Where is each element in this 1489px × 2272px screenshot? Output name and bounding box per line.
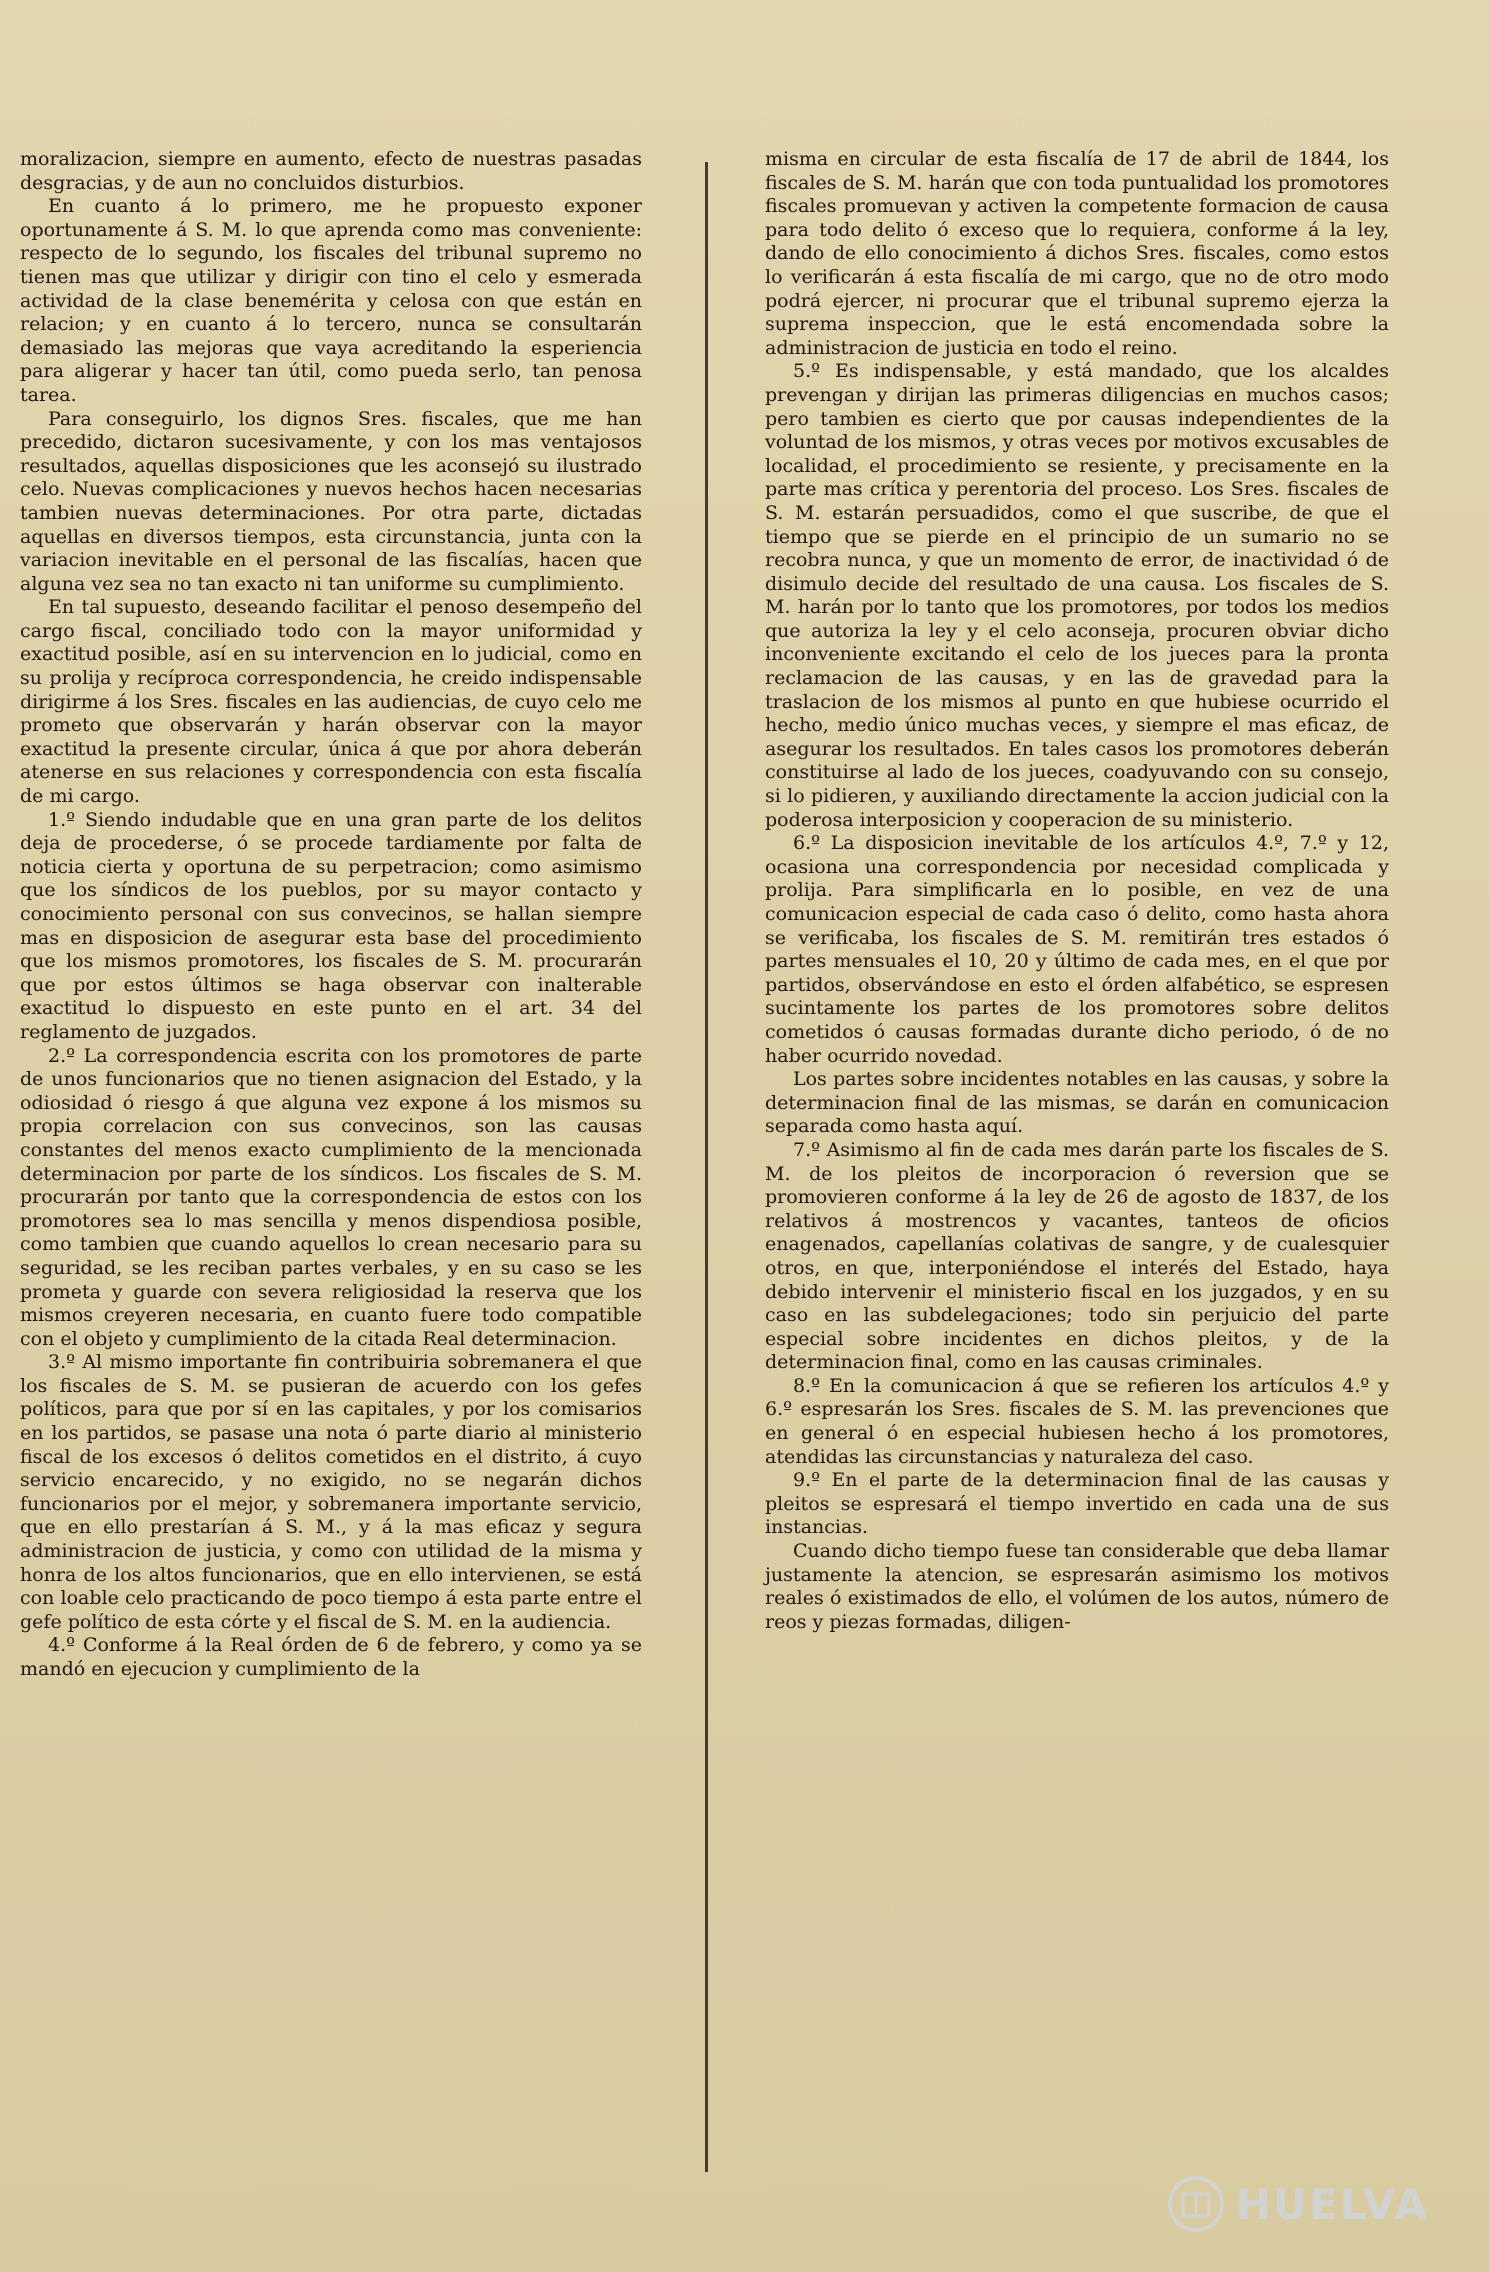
right-text-column: [765, 148, 1389, 1634]
left-column-paragraph: 1.º Siendo indudable que en una gran parte de los delitos deja de procederse, ó se procede tardiamente por falta de noticia cierta y oportuna de su perpetracion; como asimismo que los síndicos de los pueblos, por su mayor contacto y conocimiento personal con sus convecinos, se hallan siempre mas en disposicion de asegurar esta base del procedimiento que los mismos promotores, los fiscales de S. M. procurarán que por estos últimos se haga observar con inalterable exactitud lo dispuesto en este punto en el art. 34 del reglamento de juzgados.: [20, 808, 642, 1043]
left-column-paragraph: En tal supuesto, deseando facilitar el penoso desempeño del cargo fiscal, conciliado todo con la mayor uniformidad y exactitud posible, así en su intervencion en lo judicial, como en su prolija y recíproca correspondencia, he creido indispensable dirigirme á los Sres. fiscales en las audiencias, de cuyo celo me prometo que observarán y harán observar con la mayor exactitud la presente circular, única á que por ahora deberán atenerse en sus relaciones y correspondencia con esta fiscalía de mi cargo.: [20, 596, 642, 808]
right-column-paragraph: 7.º Asimismo al fin de cada mes darán parte los fiscales de S. M. de los pleitos de incorporacion ó reversion que se promovieren conforme á la ley de 26 de agosto de 1837, de los relativos á mostrencos y vacantes, tanteos de oficios enagenados, capellanías colativas de sangre, y de cualesquier otros, en que, interponiéndose el interés del Estado, haya debido intervenir el ministerio fiscal en los juzgados, y en su caso en las subdelegaciones; todo sin perjuicio del parte especial sobre incidentes en dichos pleitos, y de la determinacion final, como en las causas criminales.: [765, 1138, 1389, 1374]
right-column-paragraph: 8.º En la comunicacion á que se refieren los artículos 4.º y 6.º espresarán los Sres. fiscales de S. M. las prevenciones que en general ó en especial hubiesen hecho á los promotores, atendidas las circunstancias y naturaleza del caso.: [765, 1374, 1389, 1468]
left-column-paragraph: En cuanto á lo primero, me he propuesto exponer oportunamente á S. M. lo que aprenda como mas conveniente: respecto de lo segundo, los fiscales del tribunal supremo no tienen mas que utilizar y dirigir con tino el celo y esmerada actividad de la clase benemérita y celosa con que están en relacion; y en cuanto á lo tercero, nunca se consultarán demasiado las mejoras que vaya acreditando la esperiencia para aligerar y hacer tan útil, como pueda serlo, tan penosa tarea.: [20, 195, 642, 406]
watermark-label: HUELVA: [1235, 2179, 1429, 2229]
right-column-paragraph: 9.º En el parte de la determinacion final de las causas y pleitos se espresará el tiempo invertido en cada una de sus instancias.: [765, 1469, 1389, 1539]
right-column-paragraph: Los partes sobre incidentes notables en las causas, y sobre la determinacion final de las mismas, se darán en comunicacion separada como hasta aquí.: [765, 1068, 1389, 1138]
right-column-paragraph: misma en circular de esta fiscalía de 17 de abril de 1844, los fiscales de S. M. harán que con toda puntualidad los promotores fiscales promuevan y activen la competente formacion de causa para todo delito ó exceso que lo requiera, conforme á la ley, dando de ello conocimiento á dichos Sres. fiscales, como estos lo verificarán á esta fiscalía de mi cargo, que no de otro modo podrá ejercer, ni procurar que el tribunal supremo ejerza la suprema inspeccion, que le está encomendada sobre la administracion de justicia en todo el reino.: [765, 148, 1389, 359]
left-text-column: [20, 148, 642, 1682]
left-column-paragraph: moralizacion, siempre en aumento, efecto de nuestras pasadas desgracias, y de aun no concluidos disturbios.: [20, 148, 642, 194]
left-column-paragraph: 3.º Al mismo importante fin contribuiria sobremanera el que los fiscales de S. M. se pusieran de acuerdo con los gefes políticos, para que por sí en las capitales, y por los comisarios en los partidos, se pasase una nota ó parte diario al ministerio fiscal de los excesos ó delitos cometidos en el distrito, á cuyo servicio encarecido, y no exigido, no se negarán dichos funcionarios por el mejor, y sobremanera importante servicio, que en ello prestarían á S. M., y á la mas eficaz y segura administracion de justicia, y como con utilidad de la misma y honra de los altos funcionarios, que en ello intervienen, se está con loable celo practicando de poco tiempo á esta parte entre el gefe político de esta córte y el fiscal de S. M. en la audiencia.: [20, 1351, 642, 1633]
left-column-paragraph: Para conseguirlo, los dignos Sres. fiscales, que me han precedido, dictaron sucesivamente, y con los mas ventajosos resultados, aquellas disposiciones que les aconsejó su ilustrado celo. Nuevas complicaciones y nuevos hechos hacen necesarias tambien nuevas determinaciones. Por otra parte, dictadas aquellas en diversos tiempos, esta circunstancia, junta con la variacion inevitable en el personal de las fiscalías, hacen que alguna vez sea no tan exacto ni tan uniforme su cumplimiento.: [20, 407, 642, 595]
right-column-paragraph: Cuando dicho tiempo fuese tan considerable que deba llamar justamente la atencion, se espresarán asimismo los motivos reales ó existimados de ello, el volúmen de los autos, número de reos y piezas formadas, diligen-: [765, 1540, 1389, 1633]
column-divider: [705, 162, 708, 2172]
watermark: [1166, 2174, 1429, 2234]
library-crest-icon: [1166, 2174, 1226, 2234]
left-column-paragraph: 2.º La correspondencia escrita con los promotores de parte de unos funcionarios que no tienen asignacion del Estado, y la odiosidad ó riesgo á que alguna vez expone á los mismos su propia correlacion con sus convecinos, son las causas constantes del menos exacto cumplimiento de la mencionada determinacion por parte de los síndicos. Los fiscales de S. M. procurarán por tanto que la correspondencia de estos con los promotores sea lo mas sencilla y menos dispendiosa posible, como tambien que cuando aquellos lo crean necesario para su seguridad, se les reciban partes verbales, y en su caso se les prometa y guarde con severa religiosidad la reserva que los mismos creyeren necesaria, en cuanto fuere todo compatible con el objeto y cumplimiento de la citada Real determinacion.: [20, 1044, 642, 1350]
left-column-paragraph: 4.º Conforme á la Real órden de 6 de febrero, y como ya se mandó en ejecucion y cumplimiento de la: [20, 1634, 642, 1680]
right-column-paragraph: 6.º La disposicion inevitable de los artículos 4.º, 7.º y 12, ocasiona una correspondencia por necesidad complicada y prolija. Para simplificarla en lo posible, en vez de una comunicacion especial de cada caso ó delito, como hasta ahora se verificaba, los fiscales de S. M. remitirán tres estados ó partes mensuales el 10, 20 y último de cada mes, en el que por partidos, observándose en esto el órden alfabético, se espresen sucintamente los partes de los promotores sobre delitos cometidos ó causas formadas durante dicho periodo, ó de no haber ocurrido novedad.: [765, 832, 1389, 1067]
right-column-paragraph: 5.º Es indispensable, y está mandado, que los alcaldes prevengan y dirijan las primeras diligencias en muchos casos; pero tambien es cierto que por causas independientes de la voluntad de los mismos, y otras veces por motivos excusables de localidad, el procedimiento se resiente, y precisamente en la parte mas crítica y perentoria del proceso. Los Sres. fiscales de S. M. estarán persuadidos, como el que suscribe, de que el tiempo que se pierde en el principio de un sumario no se recobra nunca, y que un momento de error, de inactividad ó de disimulo decide del resultado de una causa. Los fiscales de S. M. harán por lo tanto que los promotores, por todos los medios que autoriza la ley y el celo aconseja, procuren obviar dicho inconveniente excitando el celo de los jueces para la pronta reclamacion de las causas, y en las de gravedad para la traslacion de los mismos al punto en que hubiese ocurrido el hecho, medio único muchas veces, y siempre el mas eficaz, de asegurar los resultados. En tales casos los promotores deberán constituirse al lado de los jueces, coadyuvando con su consejo, si lo pidieren, y auxiliando directamente la accion judicial con la poderosa interposicion y cooperacion de su ministerio.: [765, 360, 1389, 831]
